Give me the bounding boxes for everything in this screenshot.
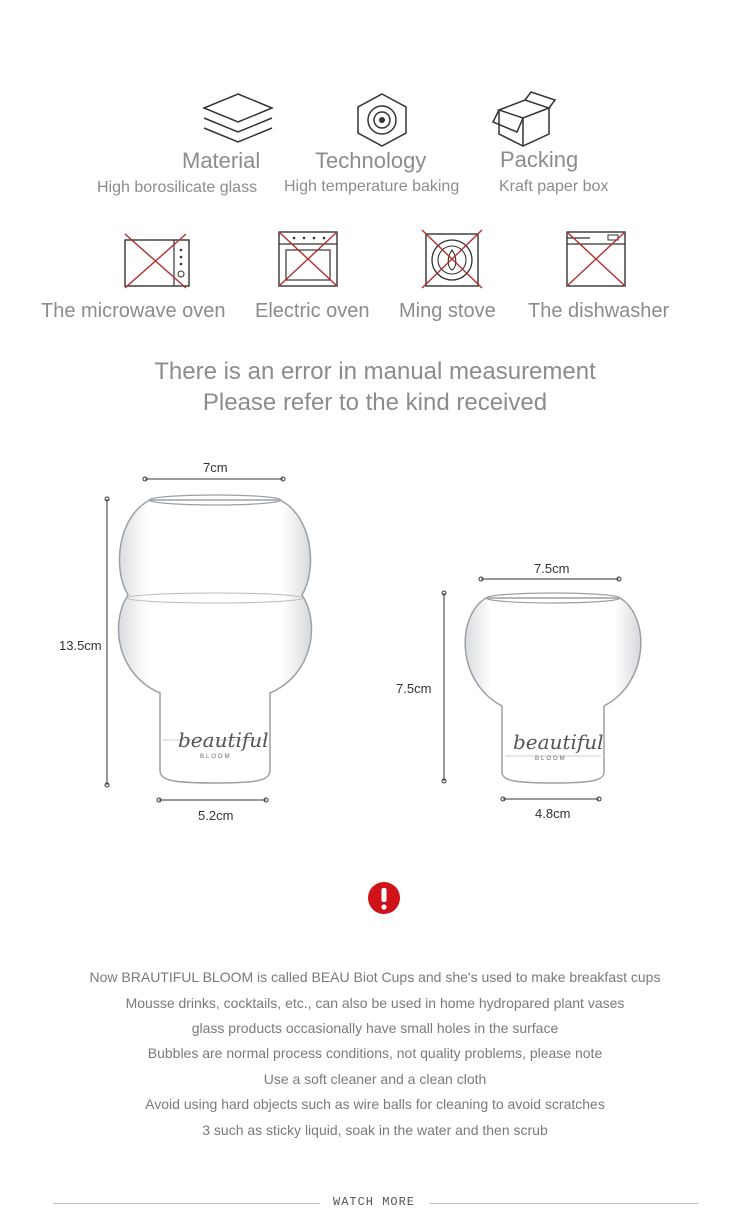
oven-crossed-icon (276, 228, 340, 290)
tall-cup-height-label: 13.5cm (59, 638, 102, 653)
footer-divider-left (53, 1203, 320, 1204)
stove-crossed-icon (420, 228, 484, 290)
microwave-crossed-icon (122, 232, 192, 290)
description-line-5: Use a soft cleaner and a clean cloth (263, 1071, 487, 1087)
no-electric-oven (276, 228, 340, 295)
box-icon (491, 90, 559, 150)
feature-subtitle-technology: High temperature baking (284, 178, 460, 195)
alert-icon (367, 881, 401, 915)
dishwasher-crossed-icon (564, 228, 628, 290)
no-dishwasher-label: The dishwasher (528, 300, 670, 322)
dimension-diagram (0, 450, 750, 830)
tall-cup-base-label: 5.2cm (198, 808, 234, 823)
short-cup-brand-sub: BLOOM (535, 756, 567, 762)
feature-title-technology: Technology (315, 148, 427, 173)
short-cup-top-label: 7.5cm (534, 561, 570, 576)
description-line-1: Now BRAUTIFUL BLOOM is called BEAU Biot Cups and she's used to make breakfast cups (89, 969, 661, 985)
feature-subtitle-packing: Kraft paper box (499, 178, 609, 195)
tall-cup-brand-sub: BLOOM (200, 754, 232, 760)
tall-cup-height-dimension (105, 497, 109, 787)
no-ming-stove-label: Ming stove (399, 300, 496, 322)
short-cup (465, 593, 641, 783)
short-cup-top-dimension (479, 577, 621, 581)
description-line-7: 3 such as sticky liquid, soak in the water and then scrub (202, 1122, 548, 1138)
notice-line-2: Please refer to the kind received (202, 389, 548, 416)
feature-packing (491, 90, 559, 155)
watch-more-link[interactable]: WATCH MORE (333, 1195, 416, 1209)
short-cup-base-dimension (501, 797, 601, 801)
layers-icon (200, 92, 276, 148)
no-microwave-label: The microwave oven (41, 300, 226, 322)
description-line-6: Avoid using hard objects such as wire balls for cleaning to avoid scratches (145, 1096, 605, 1112)
tall-cup-brand: beautiful (178, 728, 269, 752)
feature-title-material: Material (182, 148, 261, 173)
short-cup-height-label: 7.5cm (396, 681, 432, 696)
notice-line-1: There is an error in manual measurement (154, 358, 596, 385)
feature-subtitle-material: High borosilicate glass (97, 179, 258, 196)
no-electric-oven-label: Electric oven (255, 300, 370, 322)
footer-divider-right (430, 1203, 698, 1204)
short-cup-base-label: 4.8cm (535, 806, 571, 821)
tall-cup-top-dimension (143, 477, 285, 481)
feature-technology (355, 92, 409, 153)
description-line-3: glass products occasionally have small holes in the surface (191, 1020, 559, 1036)
hexagon-tech-icon (355, 92, 409, 148)
description-line-4: Bubbles are normal process conditions, not quality problems, please note (147, 1045, 603, 1061)
short-cup-height-dimension (442, 591, 446, 783)
no-dishwasher (564, 228, 628, 295)
description-line-2: Mousse drinks, cocktails, etc., can also be used in home hydropared plant vases (125, 995, 625, 1011)
feature-title-packing: Packing (500, 147, 579, 172)
tall-cup-top-label: 7cm (203, 460, 228, 475)
no-microwave (122, 232, 192, 295)
no-ming-stove (420, 228, 484, 295)
tall-cup-base-dimension (157, 798, 268, 802)
short-cup-brand: beautiful (513, 730, 604, 754)
